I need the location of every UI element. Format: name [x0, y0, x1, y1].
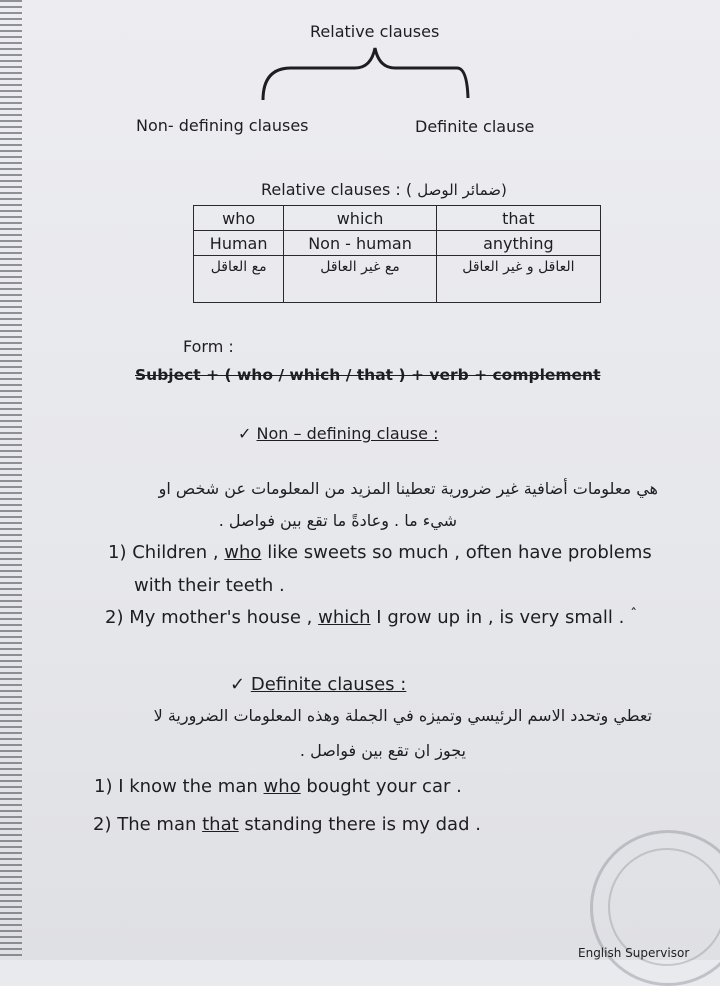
example-number: 2) — [105, 607, 124, 628]
definite-heading-row — [230, 674, 406, 695]
example-number: 2) — [93, 814, 112, 835]
relative-pronoun-table — [193, 205, 601, 303]
right-branch-label: Definite clause — [415, 117, 535, 136]
table-caption-ar: ضمائر الوصل) — [417, 181, 507, 199]
left-branch-label: Non- defining clauses — [136, 116, 309, 135]
non-defining-heading-row — [238, 424, 438, 443]
bracket-diagram — [255, 44, 480, 104]
table-caption — [261, 180, 507, 199]
table-cell: Human — [194, 231, 284, 256]
table-cell: Non - human — [284, 231, 436, 256]
check-icon: ✓ — [230, 674, 246, 695]
example-text: like sweets so much , often have problems — [267, 542, 652, 563]
relative-pronoun: that — [202, 814, 239, 835]
example-text: standing there is my dad . — [244, 814, 481, 835]
example-text: Children , — [132, 542, 219, 563]
non-defining-example-2 — [105, 607, 637, 628]
relative-pronoun: which — [318, 607, 371, 628]
definite-example-2 — [93, 814, 481, 835]
example-number: 1) — [94, 776, 113, 797]
example-number: 1) — [108, 542, 127, 563]
definite-example-1 — [94, 776, 462, 797]
relative-pronoun: who — [224, 542, 262, 563]
tree-title: Relative clauses — [310, 22, 440, 41]
table-row — [194, 206, 601, 231]
non-defining-heading: Non – defining clause : — [256, 424, 439, 443]
signature-label: English Supervisor — [578, 946, 690, 960]
example-text: The man — [117, 814, 197, 835]
example-text: My mother's house , — [129, 607, 313, 628]
check-icon: ✓ — [238, 424, 252, 443]
table-header-which: which — [284, 206, 436, 231]
example-text: bought your car . — [306, 776, 462, 797]
table-cell: مع العاقل — [194, 256, 284, 303]
definite-heading: Definite clauses : — [250, 674, 407, 695]
non-defining-example-1-cont: with their teeth . — [134, 575, 285, 596]
form-label: Form : — [183, 337, 234, 356]
relative-pronoun: who — [263, 776, 301, 797]
example-text: I grow up in , is very small . — [376, 607, 625, 628]
table-cell: مع غير العاقل — [284, 256, 436, 303]
table-cell: العاقل و غير العاقل — [436, 256, 600, 303]
punched-edge — [0, 0, 22, 960]
table-row — [194, 231, 601, 256]
table-header-that: that — [436, 206, 600, 231]
form-formula: Subject + ( who / which / that ) + verb + complement — [135, 366, 601, 384]
definite-ar-line2: يجوز ان تقع بين فواصل . — [299, 741, 466, 760]
pen-mark: ˆ — [630, 607, 638, 623]
table-header-who: who — [194, 206, 284, 231]
table-cell: anything — [436, 231, 600, 256]
definite-ar-line1: تعطي وتحدد الاسم الرئيسي وتميزه في الجملة وهذه المعلومات الضرورية لا — [153, 706, 652, 725]
non-defining-example-1 — [108, 542, 652, 563]
table-row — [194, 256, 601, 303]
non-defining-ar-line2: شيء ما . وعادةً ما تقع بين فواصل . — [218, 511, 457, 530]
example-text: I know the man — [118, 776, 258, 797]
table-caption-en: Relative clauses : ( — [261, 180, 413, 199]
non-defining-ar-line1: هي معلومات أضافية غير ضرورية تعطينا المزيد من المعلومات عن شخص او — [158, 479, 658, 498]
